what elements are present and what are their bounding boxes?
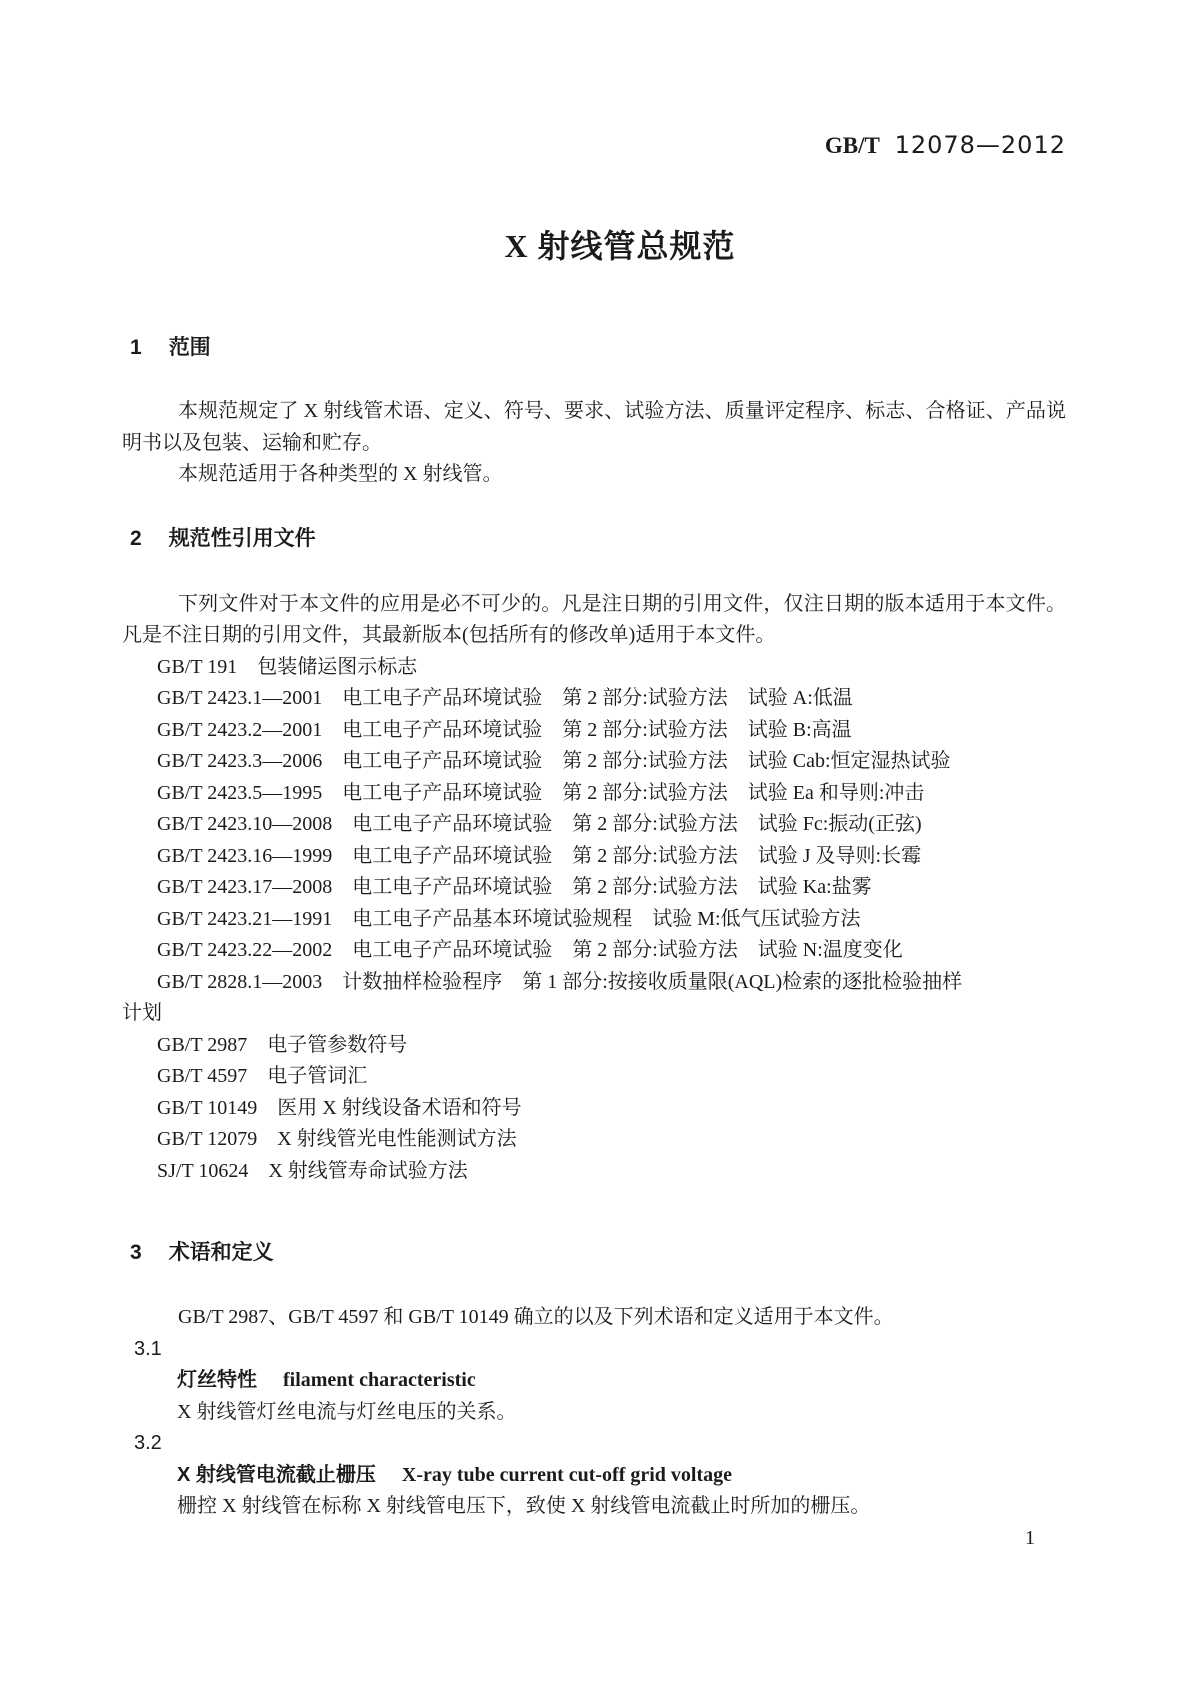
reference-item: GB/T 12079 X 射线管光电性能测试方法	[157, 1128, 517, 1150]
reference-item: SJ/T 10624 X 射线管寿命试验方法	[157, 1159, 468, 1182]
scope-paragraph-2: 本规范适用于各种类型的 X 射线管。	[178, 463, 503, 485]
document-code	[122, 131, 1066, 160]
term-2-line	[177, 1460, 1066, 1492]
section-2-number: 2	[130, 526, 142, 550]
term-2-chinese: X 射线管电流截止栅压	[177, 1463, 376, 1486]
reference-item: GB/T 2423.10—2008 电工电子产品环境试验 第 2 部分:试验方法 试验 Fc:振动(正弦)	[157, 813, 922, 835]
reference-item: GB/T 2423.1—2001 电工电子产品环境试验 第 2 部分:试验方法 试验 A:低温	[157, 687, 853, 709]
normative-references-intro: 下列文件对于本文件的应用是必不可少的。凡是注日期的引用文件，仅注日期的版本适用于本文件。凡是不注日期的引用文件，其最新版本(包括所有的修改单)适用于本文件。	[122, 592, 1066, 646]
reference-item: GB/T 2423.2—2001 电工电子产品环境试验 第 2 部分:试验方法 试验 B:高温	[157, 718, 852, 741]
reference-item-continuation: 计划	[122, 1002, 162, 1024]
reference-item: GB/T 191 包装储运图示标志	[157, 655, 418, 678]
section-3-heading	[122, 1239, 1066, 1267]
scope-paragraph-1: 本规范规定了 X 射线管术语、定义、符号、要求、试验方法、质量评定程序、标志、合格证、产品说明书以及包装、运输和贮存。	[122, 400, 1066, 454]
section-1-heading	[122, 334, 1066, 362]
reference-item: GB/T 2423.22—2002 电工电子产品环境试验 第 2 部分:试验方法 试验 N:温度变化	[157, 939, 903, 961]
section-3-number: 3	[130, 1241, 142, 1264]
reference-item: GB/T 2423.17—2008 电工电子产品环境试验 第 2 部分:试验方法 试验 Ka:盐雾	[157, 876, 872, 898]
term-1-line	[177, 1365, 1066, 1397]
section-2-heading	[122, 525, 1066, 553]
terms-intro: GB/T 2987、GB/T 4597 和 GB/T 10149 确立的以及下列术语和定义适用于本文件。	[178, 1306, 894, 1328]
term-2-definition: 栅控 X 射线管在标称 X 射线管电压下，致使 X 射线管电流截止时所加的栅压。	[177, 1495, 871, 1517]
document-code-number: 12078—2012	[894, 131, 1066, 159]
reference-item: GB/T 2423.21—1991 电工电子产品基本环境试验规程 试验 M:低气压试验方法	[157, 907, 861, 930]
reference-item: GB/T 2423.16—1999 电工电子产品环境试验 第 2 部分:试验方法 试验 J 及导则:长霉	[157, 844, 922, 867]
term-2-english: X-ray tube current cut-off grid voltage	[401, 1463, 733, 1486]
term-1-english: filament characteristic	[283, 1369, 476, 1391]
page-content	[122, 0, 1066, 1523]
section-2-title: 规范性引用文件	[168, 526, 316, 550]
term-1-number: 3.1	[134, 1337, 162, 1360]
document-code-prefix: GB/T	[824, 133, 880, 158]
section-1-title: 范围	[168, 336, 211, 359]
term-1-chinese: 灯丝特性	[177, 1369, 257, 1391]
term-1-definition: X 射线管灯丝电流与灯丝电压的关系。	[177, 1400, 517, 1423]
reference-item: GB/T 2423.5—1995 电工电子产品环境试验 第 2 部分:试验方法 试验 Ea 和导则:冲击	[157, 781, 925, 804]
term-2-number: 3.2	[134, 1432, 162, 1454]
document-title: X 射线管总规范	[504, 228, 736, 264]
section-3-title: 术语和定义	[168, 1241, 274, 1264]
section-1-number: 1	[130, 336, 142, 359]
reference-item: GB/T 2987 电子管参数符号	[157, 1033, 408, 1056]
reference-item: GB/T 4597 电子管词汇	[157, 1065, 368, 1087]
reference-item: GB/T 2828.1—2003 计数抽样检验程序 第 1 部分:按接收质量限(AQL)检索的逐批检验抽样	[157, 970, 963, 993]
reference-item: GB/T 2423.3—2006 电工电子产品环境试验 第 2 部分:试验方法 试验 Cab:恒定湿热试验	[157, 750, 951, 772]
page-number: 1	[1025, 1527, 1035, 1549]
reference-item: GB/T 10149 医用 X 射线设备术语和符号	[157, 1096, 522, 1119]
